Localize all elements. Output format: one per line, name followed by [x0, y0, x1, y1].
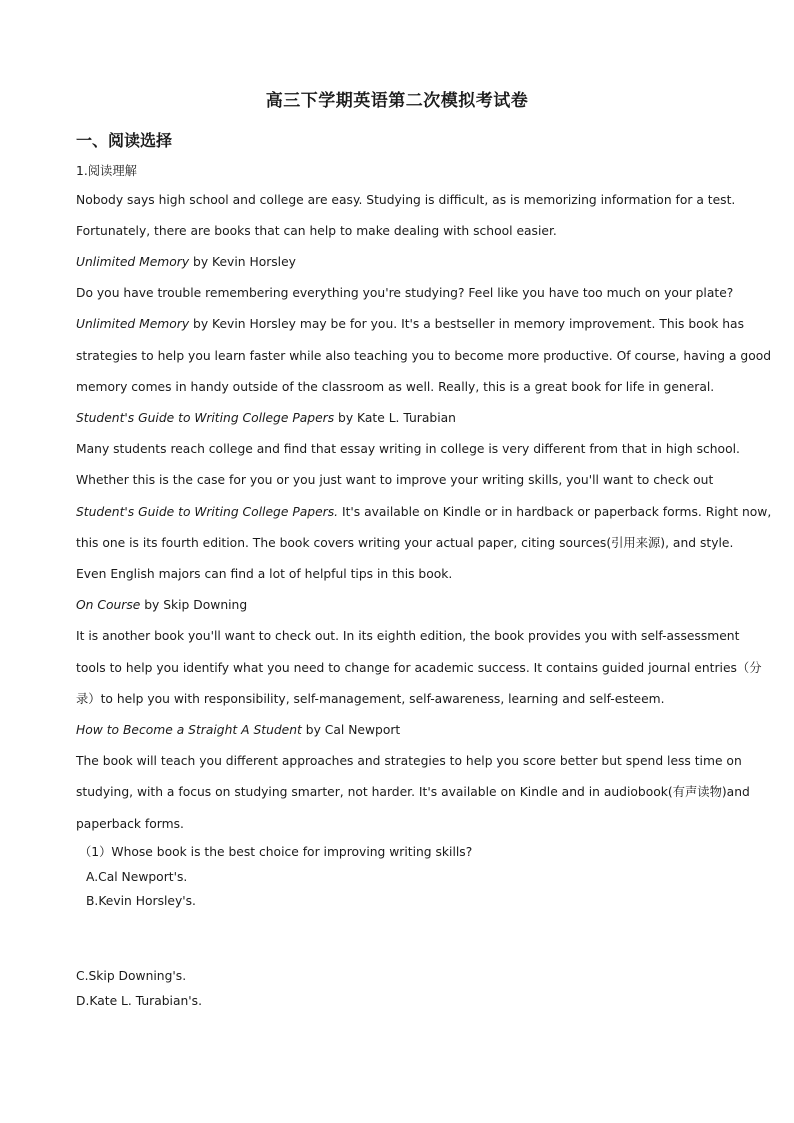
book-1-line-2: [76, 316, 744, 332]
book-2-line-3-text: It's available on Kindle or in hardback or paperback forms. Right now,: [338, 505, 772, 519]
option-c[interactable]: C.Skip Downing's.: [76, 969, 187, 983]
passage-intro-line-1: Nobody says high school and college are easy. Studying is difficult, as is memorizing information for a test.: [76, 193, 736, 207]
book-1-line-4: memory comes in handy outside of the classroom as well. Really, this is a great book for life in general.: [76, 380, 715, 394]
book-2-line-4: this one is its fourth edition. The book covers writing your actual paper, citing sources(引用来源), and style.: [76, 536, 734, 550]
book-2-author: by Kate L. Turabian: [334, 411, 456, 425]
book-2-line-3: [76, 504, 772, 520]
option-b[interactable]: B.Kevin Horsley's.: [86, 894, 196, 908]
book-2-title-inline: Student's Guide to Writing College Papers.: [76, 505, 339, 519]
book-1-line-2-text: by Kevin Horsley may be for you. It's a bestseller in memory improvement. This book has: [189, 317, 744, 331]
book-2-heading: [76, 410, 726, 426]
book-4-heading: [76, 722, 726, 738]
book-4-author: by Cal Newport: [301, 723, 401, 737]
book-3-heading: [76, 597, 726, 613]
book-4-line-1: The book will teach you different approaches and strategies to help you score better but spend less time on: [76, 754, 742, 768]
book-2-line-5: Even English majors can find a lot of helpful tips in this book.: [76, 567, 453, 581]
book-3-line-3: 录）to help you with responsibility, self-management, self-awareness, learning and self-esteem.: [76, 692, 665, 706]
book-1-line-1: Do you have trouble remembering everything you're studying? Feel like you have too much on your plate?: [76, 286, 734, 300]
section-heading: 一、阅读选择: [76, 131, 173, 150]
subsection-heading: 1.阅读理解: [76, 164, 137, 178]
book-3-line-2: tools to help you identify what you need to change for academic success. It contains guided journal entries（分: [76, 661, 762, 675]
book-4-line-2: studying, with a focus on studying smarter, not harder. It's available on Kindle and in audiobook(有声读物)and: [76, 785, 750, 799]
book-1-author: by Kevin Horsley: [189, 255, 296, 269]
passage-intro-line-2: Fortunately, there are books that can help to make dealing with school easier.: [76, 224, 557, 238]
option-d[interactable]: D.Kate L. Turabian's.: [76, 994, 203, 1008]
book-1-heading: [76, 254, 726, 270]
book-3-title: On Course: [76, 598, 141, 612]
book-2-title: Student's Guide to Writing College Papers: [76, 411, 335, 425]
page-title: 高三下学期英语第二次模拟考试卷: [265, 91, 529, 111]
book-3-line-1: It is another book you'll want to check out. In its eighth edition, the book provides you with self-assessment: [76, 629, 740, 643]
book-1-line-3: strategies to help you learn faster while also teaching you to become more productive. Of course, having a good: [76, 349, 772, 363]
book-4-line-3: paperback forms.: [76, 817, 184, 831]
book-2-line-2: Whether this is the case for you or you just want to improve your writing skills, you'll want to check out: [76, 473, 714, 487]
book-1-title: Unlimited Memory: [76, 255, 190, 269]
book-2-line-1: Many students reach college and find that essay writing in college is very different from that in high school.: [76, 442, 740, 456]
option-a[interactable]: A.Cal Newport's.: [86, 870, 188, 884]
book-3-author: by Skip Downing: [140, 598, 248, 612]
question-stem: （1）Whose book is the best choice for improving writing skills?: [79, 845, 473, 859]
book-1-title-inline: Unlimited Memory: [76, 317, 190, 331]
book-4-title: How to Become a Straight A Student: [76, 723, 302, 737]
